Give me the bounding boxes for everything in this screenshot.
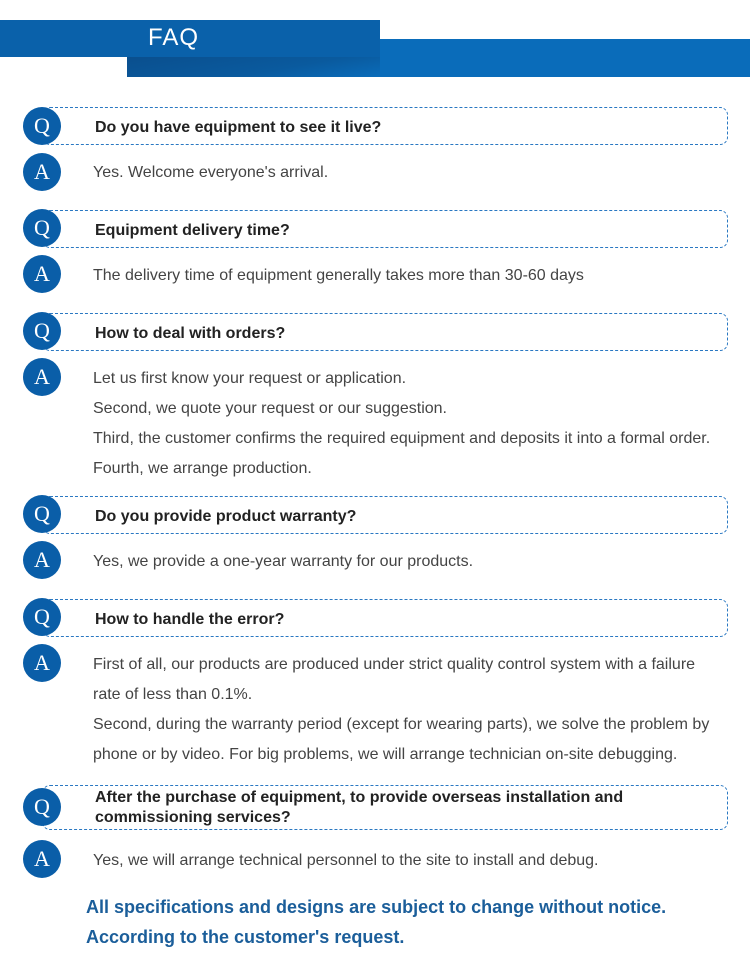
a-badge-icon: A: [23, 358, 61, 396]
page-title: FAQ: [148, 24, 200, 51]
q-badge-icon: Q: [23, 788, 61, 826]
answer-5-line-4: phone or by video. For big problems, we will arrange technician on-site debugging.: [93, 746, 678, 763]
answer-5-line-3: Second, during the warranty period (except for wearing parts), we solve the problem by: [93, 716, 710, 733]
answer-3-line-3: Third, the customer confirms the required equipment and deposits it into a formal order.: [93, 430, 711, 447]
answer-5-line-2: rate of less than 0.1%.: [93, 686, 253, 703]
answer-3-line-2: Second, we quote your request or our suggestion.: [93, 400, 447, 417]
a-badge-icon: A: [23, 840, 61, 878]
answer-6-line-1: Yes, we will arrange technical personnel to the site to install and debug.: [93, 852, 599, 869]
a-badge-icon: A: [23, 153, 61, 191]
question-1: Do you have equipment to see it live?: [95, 119, 382, 136]
q-badge-icon: Q: [23, 495, 61, 533]
question-6-line-2: commissioning services?: [95, 809, 291, 826]
question-5: How to handle the error?: [95, 611, 285, 628]
answer-4-line-1: Yes, we provide a one-year warranty for our products.: [93, 553, 474, 570]
footer-notice-1: All specifications and designs are subject to change without notice.: [86, 897, 667, 917]
question-4: Do you provide product warranty?: [95, 508, 357, 525]
q-badge-icon: Q: [23, 107, 61, 145]
answer-3-line-4: Fourth, we arrange production.: [93, 460, 312, 477]
answer-5-line-1: First of all, our products are produced under strict quality control system with a failure: [93, 656, 696, 673]
q-badge-icon: Q: [23, 209, 61, 247]
a-badge-icon: A: [23, 644, 61, 682]
a-badge-icon: A: [23, 541, 61, 579]
question-2: Equipment delivery time?: [95, 222, 290, 239]
q-badge-icon: Q: [23, 598, 61, 636]
a-badge-icon: A: [23, 255, 61, 293]
footer-notice-2: According to the customer's request.: [86, 927, 405, 947]
answer-1-line-1: Yes. Welcome everyone's arrival.: [93, 164, 329, 181]
q-badge-icon: Q: [23, 312, 61, 350]
question-3: How to deal with orders?: [95, 325, 286, 342]
question-6-line-1: After the purchase of equipment, to provide overseas installation and: [95, 789, 624, 806]
answer-3-line-1: Let us first know your request or application.: [93, 370, 407, 387]
answer-2-line-1: The delivery time of equipment generally takes more than 30-60 days: [93, 267, 584, 284]
header-banner-shadow: [127, 57, 380, 77]
